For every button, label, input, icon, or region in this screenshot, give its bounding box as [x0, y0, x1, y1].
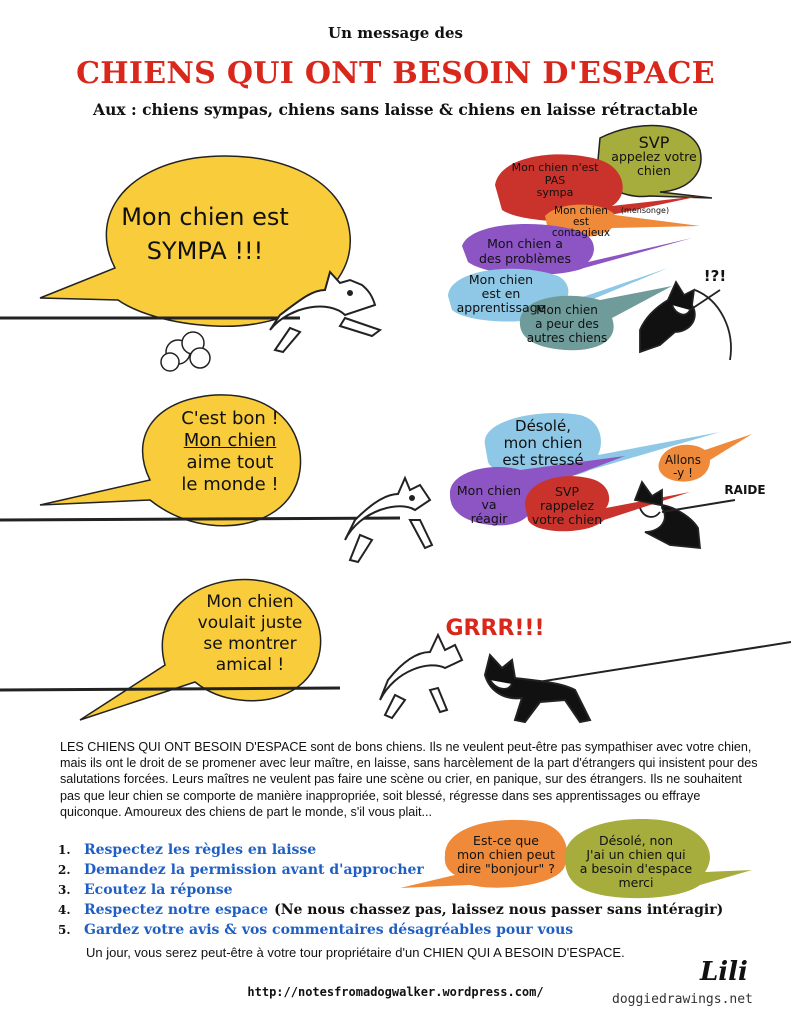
reply-not-friendly: Mon chien n'est PAS sympa	[511, 161, 599, 199]
panel2-main-text: C'est bon ! Mon chien aime tout le monde !	[181, 408, 279, 495]
intro-paragraph: LES CHIENS QUI ONT BESOIN D'ESPACE sont de bons chiens. Ils ne veulent peut-être pas sympathiser avec votre chien, mais ils ont le droit de se promener avec leur maître, en laisse, sans harcèlement de la part d'étrangers qui insistent pour des salutations forcées. Leurs maîtres ne veulent pas faire une scène ou crier, en panique, sur des étrangers. Ils ne souhaitent pas que leur chien se comporte de manière inappropriée, soit blessé, régresse dans ses apprentissages ou effraye quiconque. Amoureux des chiens de part le monde, s'il vous plait...	[60, 740, 758, 819]
reply-will-react: Mon chien va réagir	[456, 483, 522, 526]
reply-sorry: Désolé, mon chien est stressé	[502, 417, 584, 469]
excited-dog-icon	[345, 478, 432, 562]
reply-afraid: Mon chien a peur des autres chiens	[526, 303, 608, 345]
site-credit: doggiedrawings.net	[612, 992, 753, 1007]
page-subtitle: Aux : chiens sympas, chiens sans laisse & chiens en laisse rétractable	[93, 100, 698, 119]
bottom-reply-text: Désolé, non J'ai un chien qui a besoin d'espace merci	[579, 833, 693, 890]
panel1-main-text: Mon chien est SYMPA !!!	[121, 203, 289, 265]
white-dog-icon	[380, 635, 462, 718]
source-url[interactable]: http://notesfromadogwalker.wordpress.com/	[247, 985, 544, 999]
tension-label: RAIDE	[724, 483, 766, 497]
reply-lie-note: (mensonge)	[620, 206, 670, 215]
rule-item: 2. Demandez la permission avant d'approcher	[58, 862, 424, 878]
rule-item: 5. Gardez votre avis & vos commentaires désagréables pour vous	[58, 922, 574, 938]
bottom-ask-text: Est-ce que mon chien peut dire "bonjour" ?	[456, 833, 556, 876]
rule-item: 3. Ecoutez la réponse	[58, 882, 233, 898]
reply-call-dog: SVP appelez votre chien	[611, 133, 697, 178]
rule-item: 4. Respectez notre espace (Ne nous chassez pas, laissez nous passer sans intéragir)	[58, 902, 724, 918]
pre-title: Un message des	[328, 24, 463, 42]
black-dog-icon	[485, 655, 590, 722]
reply-contagious: Mon chien est contagieux	[551, 205, 611, 239]
page-title: CHIENS QUI ONT BESOIN D'ESPACE	[76, 56, 715, 91]
reply-learning: Mon chien est en apprentissage	[456, 272, 546, 315]
growl-text: GRRR!!!	[445, 616, 545, 641]
dog-reaction-text: !?!	[703, 267, 727, 285]
rule-item: 1. Respectez les règles en laisse	[58, 842, 317, 858]
signature: Lili	[700, 957, 748, 987]
reply-problems: Mon chien a des problèmes	[478, 236, 572, 266]
reply-call-dog-2: SVP rappelez votre chien	[531, 484, 603, 527]
panel3-main-text: Mon chien voulait juste se montrer amical !	[197, 592, 303, 675]
closing-text: Un jour, vous serez peut-être à votre tour propriétaire d'un CHIEN QUI A BESOIN D'ESPACE.	[86, 945, 625, 960]
reply-lets-go: Allons -y !	[664, 453, 702, 480]
dust-cloud-icon	[161, 332, 210, 371]
